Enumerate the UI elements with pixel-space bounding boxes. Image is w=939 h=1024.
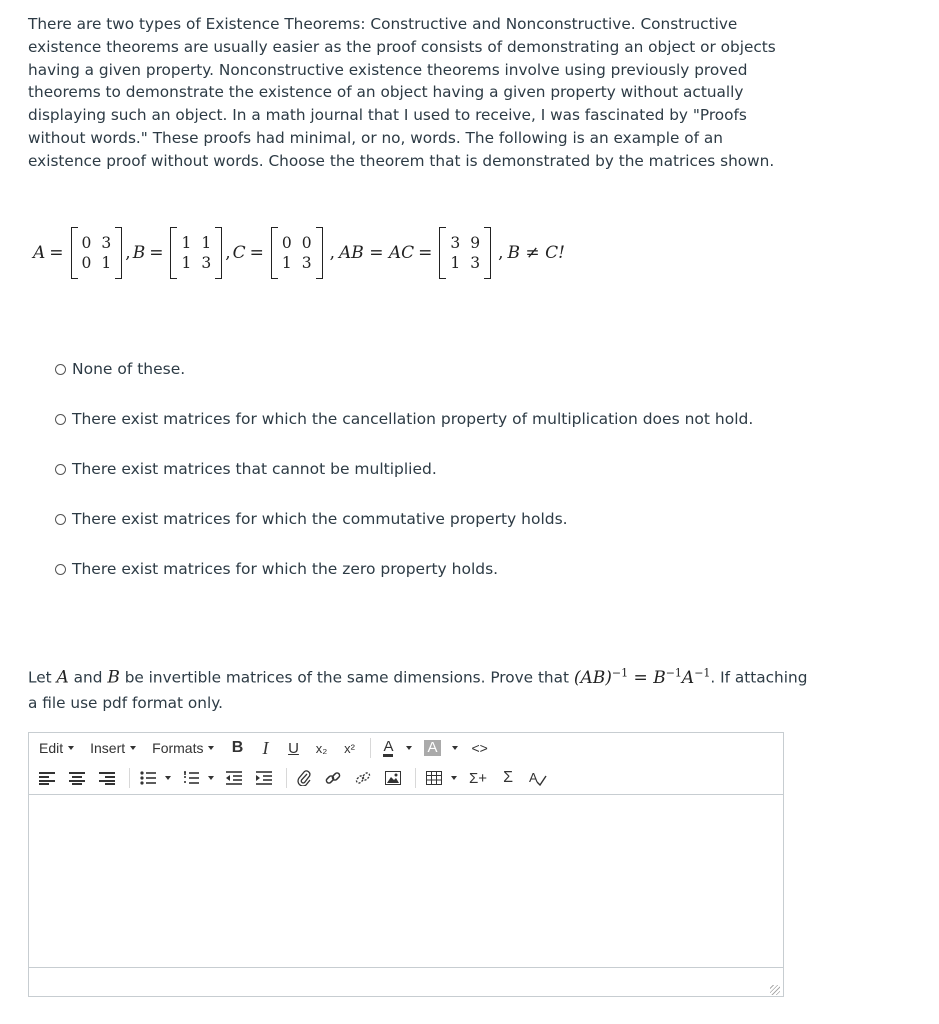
caret-down-icon: [208, 746, 214, 750]
editor-content-area[interactable]: [29, 795, 783, 968]
attachment-icon[interactable]: [297, 770, 311, 786]
matrix-cell: 1: [450, 254, 461, 272]
table-icon[interactable]: [426, 771, 442, 785]
outdent-icon[interactable]: [226, 771, 242, 785]
conclusion: B ≠ C!: [507, 243, 565, 263]
editor-status-bar: [29, 968, 783, 998]
superscript-button[interactable]: x²: [344, 740, 355, 756]
background-color-button[interactable]: A: [424, 740, 440, 756]
option-label: There exist matrices that cannot be multiplied.: [72, 460, 437, 478]
align-right-icon[interactable]: [99, 771, 115, 785]
radio-button[interactable]: [55, 414, 66, 425]
underline-button[interactable]: U: [288, 739, 299, 757]
matrix-c-label: C: [232, 243, 246, 263]
font-color-button[interactable]: A: [383, 737, 394, 755]
matrix-b-label: B: [132, 243, 146, 263]
option-cancellation[interactable]: [55, 407, 753, 431]
align-left-icon[interactable]: [39, 771, 55, 785]
edit-menu[interactable]: Edit: [39, 740, 74, 756]
answer-options: [55, 357, 753, 607]
bold-button[interactable]: B: [231, 739, 244, 756]
rich-text-editor: [28, 732, 784, 997]
matrix-b: [170, 227, 222, 279]
radio-button[interactable]: [55, 514, 66, 525]
spellcheck-icon[interactable]: [529, 770, 547, 786]
matrix-cell: 0: [81, 234, 92, 252]
link-icon[interactable]: [325, 770, 341, 786]
radio-button[interactable]: [55, 464, 66, 475]
caret-down-icon[interactable]: [165, 776, 171, 780]
option-label: There exist matrices for which the zero property holds.: [72, 560, 499, 578]
resize-handle-icon[interactable]: [770, 985, 780, 995]
indent-icon[interactable]: [256, 771, 272, 785]
matrix-cell: 0: [281, 234, 292, 252]
equation-plus-icon[interactable]: Σ+: [469, 769, 488, 787]
bullet-list-icon[interactable]: [140, 771, 156, 785]
option-label: There exist matrices for which the commutative property holds.: [72, 510, 568, 528]
matrix-cell: 1: [181, 234, 192, 252]
matrix-cell: 3: [470, 254, 481, 272]
option-label: None of these.: [72, 360, 186, 378]
option-none-of-these[interactable]: [55, 357, 753, 381]
matrix-cell: 0: [301, 234, 312, 252]
radio-button[interactable]: [55, 564, 66, 575]
italic-button[interactable]: I: [262, 737, 269, 758]
matrix-a: [71, 227, 123, 279]
option-commutative[interactable]: [55, 507, 753, 531]
matrix-cell: 1: [201, 234, 212, 252]
caret-down-icon[interactable]: [208, 776, 214, 780]
option-cannot-multiply[interactable]: [55, 457, 753, 481]
matrix-cell: 3: [450, 234, 461, 252]
radio-button[interactable]: [55, 364, 66, 375]
inverse-formula: $(AB)^{-1} = B^{-1}A^{-1}$: [573, 666, 711, 688]
caret-down-icon: [130, 746, 136, 750]
matrix-cell: 3: [201, 254, 212, 272]
subscript-button[interactable]: x₂: [315, 740, 328, 756]
caret-down-icon[interactable]: [406, 746, 412, 750]
ab-ac-label: AB = AC: [339, 243, 415, 263]
matrix-cell: 1: [281, 254, 292, 272]
image-icon[interactable]: [385, 771, 401, 785]
matrix-ab: [439, 227, 491, 279]
question-2-prompt: Let A and B be invertible matrices of the same dimensions. Prove that $(AB)^{-1} = B^{-1}A^{-1}$. If attaching a file use pdf format only.: [28, 666, 808, 712]
matrix-a-label: A: [33, 243, 46, 263]
matrix-equation: A = 0 3 0 1 , B = 1 1 1 3 , C = 0 0 1 3 , AB = AC = 3 9 1 3 , B ≠ C!: [33, 225, 565, 281]
insert-menu[interactable]: Insert: [90, 740, 136, 756]
option-zero-property[interactable]: [55, 557, 753, 581]
matrix-cell: 3: [101, 234, 112, 252]
caret-down-icon: [68, 746, 74, 750]
question-1-prompt: There are two types of Existence Theorems: Constructive and Nonconstructive. Constructive existence theorems are usually easier as the proof consists of demonstrating an object or objects having a given property. Nonconstructive existence theorems involve using previously proved theorems to demonstrate the existence of an object having a given property without actually displaying such an object. In a math journal that I used to receive, I was fascinated by "Proofs without words." These proofs had minimal, or no, words. The following is an example of an existence proof without words. Choose the theorem that is demonstrated by the matrices shown.: [28, 15, 776, 170]
caret-down-icon[interactable]: [451, 776, 457, 780]
svg-text:A: A: [529, 770, 538, 785]
editor-toolbar: [29, 733, 783, 795]
matrix-cell: 3: [301, 254, 312, 272]
matrix-cell: 9: [470, 234, 481, 252]
matrix-cell: 1: [101, 254, 112, 272]
equation-icon[interactable]: Σ: [503, 769, 513, 786]
matrix-c: [271, 227, 323, 279]
numbered-list-icon[interactable]: [183, 771, 199, 785]
formats-menu[interactable]: Formats: [152, 740, 214, 756]
align-center-icon[interactable]: [69, 771, 85, 785]
unlink-icon[interactable]: [355, 770, 371, 786]
matrix-cell: 1: [181, 254, 192, 272]
matrix-cell: 0: [81, 254, 92, 272]
html-source-button[interactable]: <>: [471, 740, 488, 756]
caret-down-icon[interactable]: [452, 746, 458, 750]
option-label: There exist matrices for which the cancellation property of multiplication does not hold.: [72, 410, 754, 428]
